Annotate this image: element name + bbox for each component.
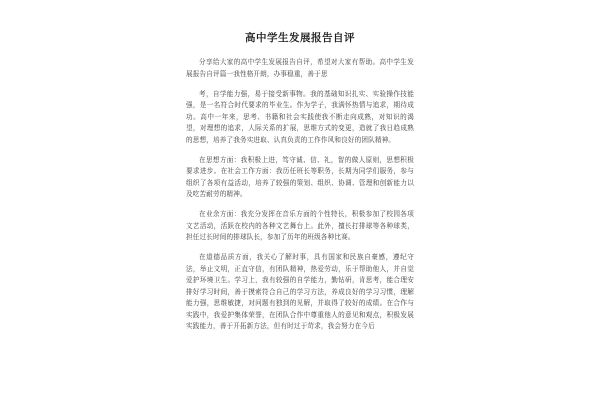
paragraph: 分享给大家的高中学生发展报告自评，希望对大家有帮助。高中学生发展报告自评篇一我性格开朗，办事稳重，善于思 (186, 58, 414, 78)
paragraph: 考，自学能力强，易于接受新事物。我的基础知识扎实、实验操作技能强，是一名符合时代要求的毕业生。作为学子，我满怀热情与追求，期待成功。高中一年来，思考、书籍和社会实践使我不断走向成熟，对知识的渴望，对理想的追求，人际关系的扩展，思维方式的变更，造就了我日趋成熟的思想，培养了我务实进取、认真负责的工作作风和良好的团队精神。 (186, 89, 414, 144)
paragraph: 在思想方面：我积极上进，笃守诚、信、礼，智的做人原则，思想积极要求进步。在社会工作方面：我历任班长等职务，长期为同学们服务，参与组织了各项有益活动，培养了较强的策划、组织、协调、管理和创新能力以及吃苦耐劳的精神。 (186, 155, 414, 198)
document-title: 高中学生发展报告自评 (245, 32, 355, 44)
paragraph: 在业余方面：我充分发挥在音乐方面的个性特长，积极参加了校园各项文艺活动，活跃在校内的各种文艺舞台上。此外，擅长打排球等各种球类，担任过长时间的排球队长，参加了历年的班级各种比赛。 (186, 210, 414, 241)
paragraph: 在道德品质方面，我关心了解时事，具有国家和民族自豪感，遵纪守法，举止文明，正直守信，有团队精神，热爱劳动，乐于帮助他人，并自觉爱护环境卫生。学习上，我有较强的自学能力，勤钻研，肯思考，能合理安排好学习时间，善于摸索符合自己的学习方法，养成良好的学习习惯，理解能力强，思维敏捷，对问题有独到的见解，并取得了较好的成绩。在合作与实践中，我爱护集体荣誉，在团队合作中尊重他人的意见和观点，积极发展实践能力，善于开拓新方法，但有时过于苛求，我会努力在今后 (186, 253, 414, 330)
document-body (186, 30, 414, 397)
document-paragraphs (186, 57, 414, 397)
